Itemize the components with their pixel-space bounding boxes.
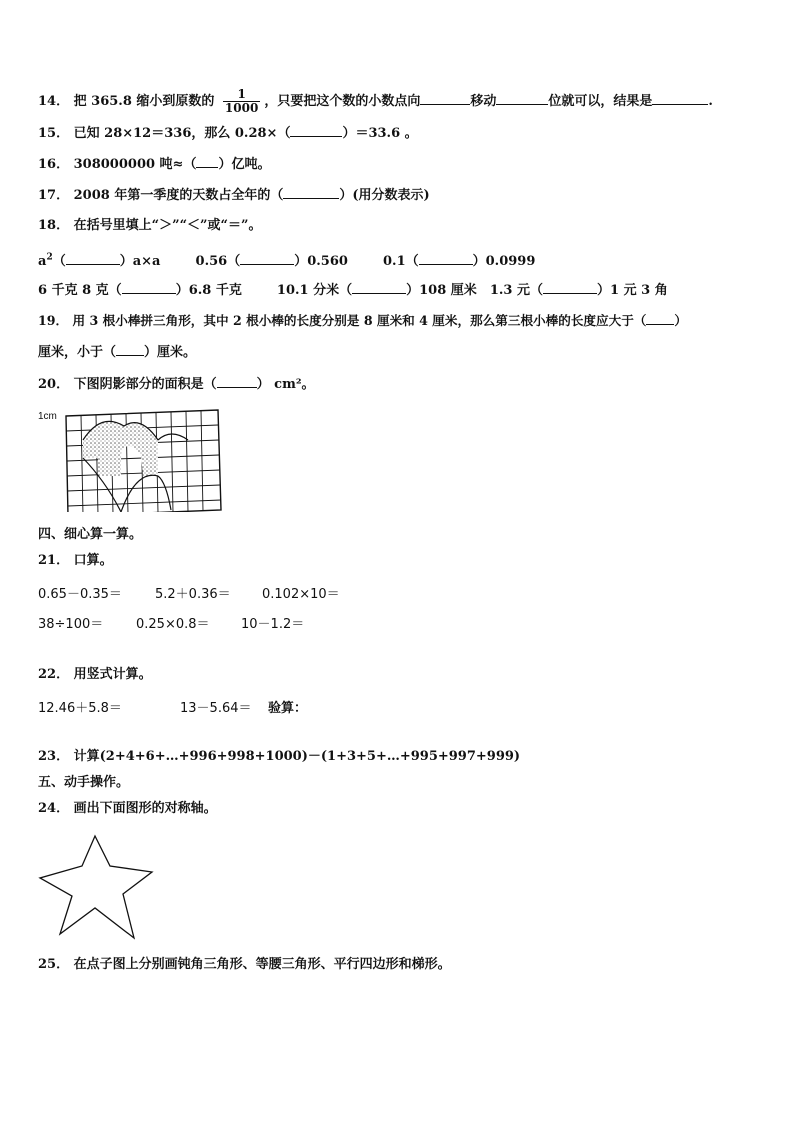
q18-r1-sup: 2: [46, 253, 53, 263]
question-25: [38, 956, 451, 974]
q21-expr: 0.102×10＝: [262, 587, 340, 602]
q16-tail: ）亿吨。: [218, 157, 271, 172]
question-22: [38, 666, 152, 684]
question-24: [38, 800, 217, 818]
q15-tail: ）＝33.6 。: [342, 126, 418, 141]
question-19: [38, 312, 687, 330]
q14-text-a: 把 365.8 缩小到原数的: [73, 94, 215, 109]
q20-blank[interactable]: [217, 375, 257, 388]
q14-text-e: .: [708, 94, 713, 109]
q18-item: [196, 254, 348, 269]
q24-text: 画出下面图形的对称轴。: [73, 801, 217, 816]
q18-r2-open: （: [108, 283, 122, 298]
q14-text-c: 移动: [470, 94, 497, 109]
q14-number: 14．: [38, 94, 70, 109]
q18-r1-rhs: ）a×a: [119, 254, 161, 270]
q22-expr: 13－5.64＝: [180, 701, 252, 716]
q18-r1-lhs: a: [38, 254, 47, 270]
q18-r2-open: （: [339, 283, 353, 298]
q25-number: 25．: [38, 957, 70, 972]
q25-text: 在点子图上分别画钝角三角形、等腰三角形、平行四边形和梯形。: [73, 957, 451, 972]
q18-blank[interactable]: [240, 252, 294, 265]
q14-blank-result[interactable]: [652, 92, 708, 105]
q18-row-1: [38, 249, 535, 271]
q14-fraction-denominator: 1000: [224, 101, 259, 115]
q18-r2-open: （: [530, 283, 544, 298]
q20-text: 下图阴影部分的面积是（: [73, 377, 217, 392]
q16-text: 308000000 吨≈（: [73, 157, 197, 172]
q14-fraction: [223, 88, 260, 115]
q18-r2-lhs: 1.3 元: [489, 283, 531, 298]
question-15: [38, 124, 418, 143]
q18-blank[interactable]: [352, 281, 406, 294]
q14-text-d: 位就可以，结果是: [548, 94, 653, 109]
q17-text: 2008 年第一季度的天数占全年的（: [73, 188, 284, 203]
q20-number: 20．: [38, 377, 70, 392]
q18-r1-open: （: [52, 254, 66, 270]
q14-fraction-numerator: 1: [223, 88, 260, 102]
q18-text: 在括号里填上“＞”“＜”或“＝”。: [73, 218, 262, 233]
question-20: [38, 375, 315, 394]
q18-r1-lhs: 0.1: [383, 254, 406, 270]
q18-row-2: [38, 281, 668, 300]
q15-blank[interactable]: [290, 124, 342, 137]
q18-item: [490, 283, 668, 298]
q18-blank[interactable]: [419, 252, 473, 265]
q22-check-label: 验算：: [268, 701, 308, 716]
q18-r2-lhs: 10.1 分米: [276, 283, 340, 298]
q21-expr: 10－1.2＝: [241, 617, 305, 632]
q18-blank[interactable]: [66, 252, 120, 265]
q19-line1-tail: ）: [674, 313, 687, 328]
q18-r1-lhs: 0.56: [195, 254, 228, 270]
q14-blank-places[interactable]: [496, 92, 548, 105]
q18-r2-rhs: ）108 厘米: [406, 283, 477, 298]
q15-number: 15．: [38, 126, 70, 141]
q22-expr: 12.46＋5.8＝: [38, 701, 122, 716]
q21-text: 口算。: [73, 553, 113, 568]
q16-blank[interactable]: [196, 155, 218, 168]
q18-r1-rhs: ）0.560: [294, 254, 348, 270]
question-19-line2: [38, 343, 196, 362]
q14-text-b: ，只要把这个数的小数点向: [264, 94, 421, 109]
q23-text: 计算(2+4+6+…+996+998+1000)－(1+3+5+…+995+997+999): [73, 749, 521, 764]
question-17: [38, 186, 430, 205]
question-16: [38, 155, 270, 174]
q16-number: 16．: [38, 157, 70, 172]
q22-text: 用竖式计算。: [73, 667, 152, 682]
q19-line2b: ）厘米。: [144, 345, 197, 360]
q17-tail: ）(用分数表示): [339, 188, 430, 203]
six-point-star-shape: [40, 836, 152, 938]
q21-expr: 0.65－0.35＝: [38, 587, 122, 602]
q18-blank[interactable]: [122, 281, 176, 294]
q20-grid-figure: [38, 404, 228, 512]
q18-item: [277, 283, 477, 298]
q18-blank[interactable]: [543, 281, 597, 294]
q21-expr: 0.25×0.8＝: [136, 617, 210, 632]
q21-number: 21．: [38, 553, 70, 568]
q17-number: 17．: [38, 188, 70, 203]
q18-r1-open: （: [227, 254, 241, 270]
q19-number: 19．: [38, 313, 69, 328]
q19-blank-max[interactable]: [116, 343, 144, 356]
section-5-heading: 五、动手操作。: [38, 775, 130, 790]
q18-r2-rhs: ）1 元 3 角: [597, 283, 668, 298]
q19-line1: 用 3 根小棒拼三角形，其中 2 根小棒的长度分别是 8 厘米和 4 厘米，那么第三根小棒的长度应大于（: [72, 313, 647, 328]
q14-blank-direction[interactable]: [420, 92, 470, 105]
question-18: [38, 217, 262, 235]
section-4-heading: 四、细心算一算。: [38, 527, 143, 542]
question-21: [38, 552, 113, 570]
q18-item: [38, 283, 242, 298]
q18-item: [383, 254, 535, 269]
q18-r1-rhs: ）0.0999: [472, 254, 536, 270]
q22-number: 22．: [38, 667, 70, 682]
q18-item: [38, 254, 160, 269]
q23-number: 23．: [38, 749, 70, 764]
q21-expr: 38÷100＝: [38, 617, 104, 632]
star-figure: [36, 832, 156, 944]
q18-r2-rhs: ）6.8 千克: [175, 283, 242, 298]
question-14: [38, 88, 713, 115]
q19-line2a: 厘米，小于（: [38, 345, 117, 360]
q18-number: 18．: [38, 218, 70, 233]
question-23: [38, 748, 520, 766]
q15-text: 已知 28×12＝336，那么 0.28×（: [73, 126, 291, 141]
q20-tail: ） cm²。: [256, 377, 315, 392]
q17-blank[interactable]: [283, 186, 339, 199]
q18-r1-open: （: [405, 254, 419, 270]
grid-scale-label: 1cm: [38, 411, 57, 422]
q19-blank-min[interactable]: [646, 312, 674, 325]
q18-r2-lhs: 6 千克 8 克: [38, 283, 109, 298]
q24-number: 24．: [38, 801, 70, 816]
q21-expr: 5.2＋0.36＝: [155, 587, 231, 602]
